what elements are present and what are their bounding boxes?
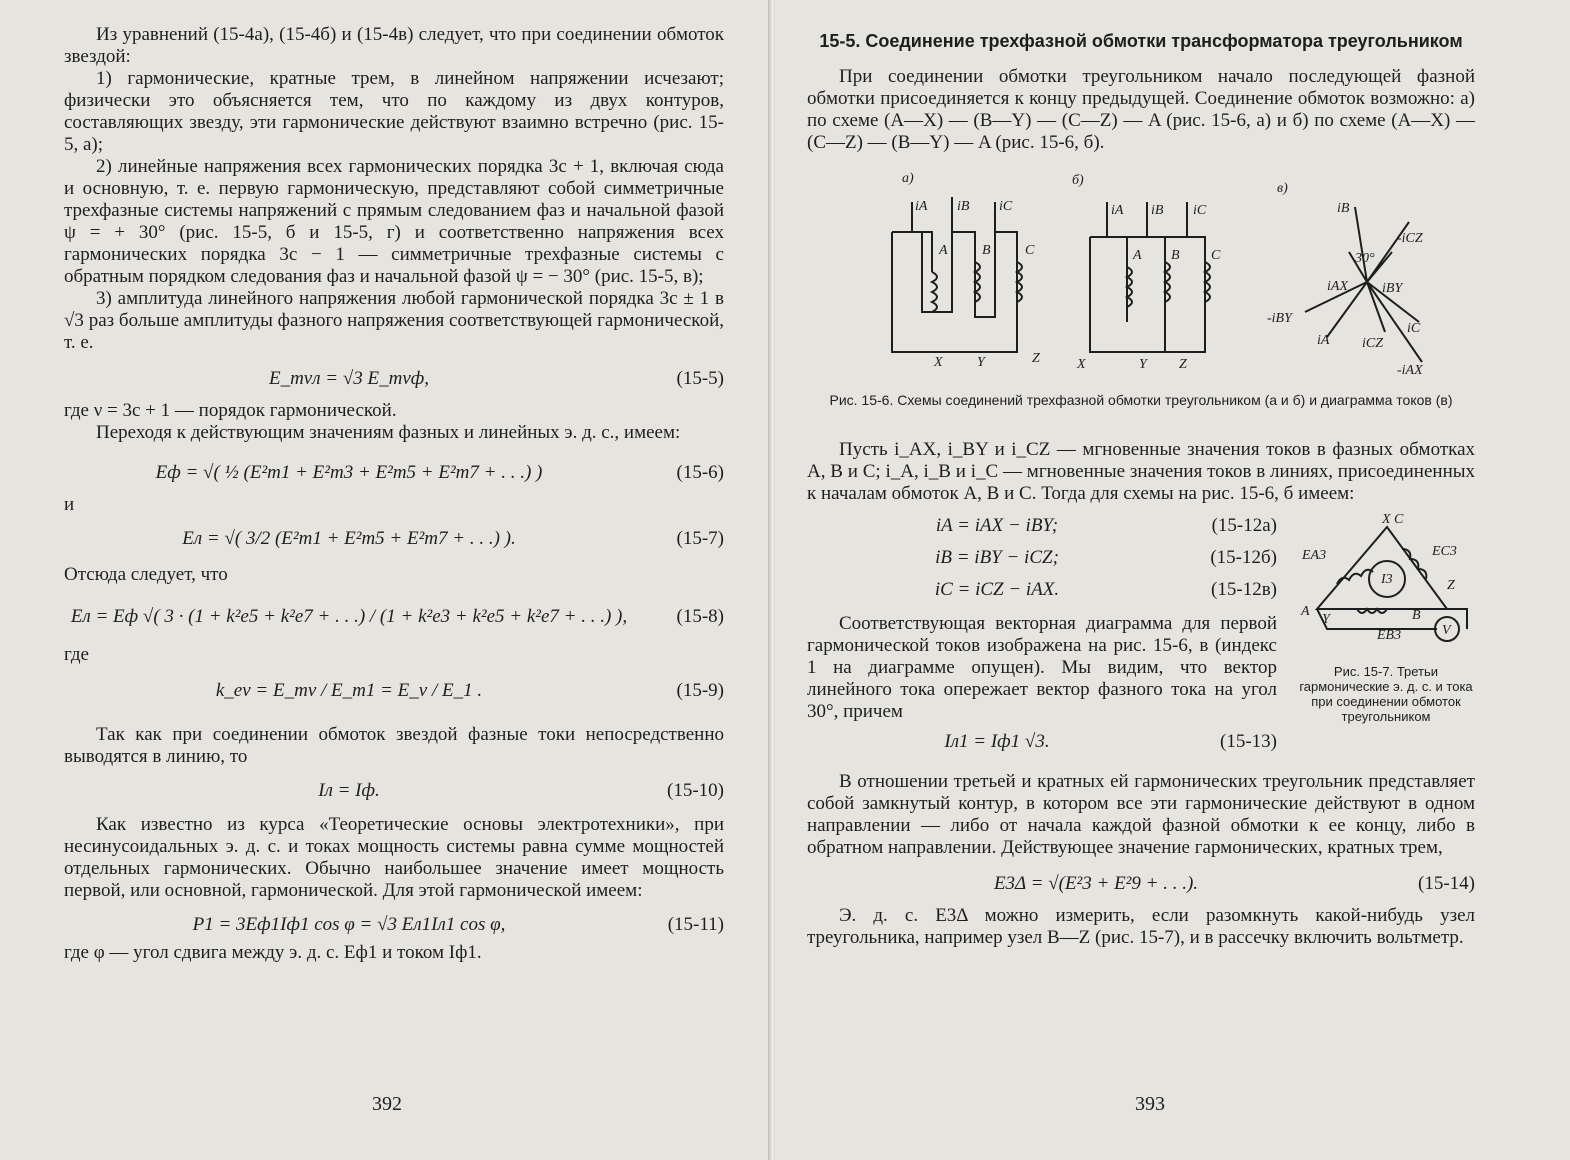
label-iA: iA [1111, 203, 1124, 218]
label-iB: iB [957, 199, 970, 214]
paragraph: Э. д. с. E3Δ можно измерить, если разомкнуть какой-нибудь узел треугольника, например узел B—Z (рис. 15-7), и в рассечку включить вольтметр. [807, 905, 1475, 948]
equation-15-10: Iл = Iф. (15-10) [318, 780, 724, 801]
equations-and-figure [807, 509, 1475, 759]
paragraph: Отсюда следует, что [64, 564, 228, 585]
label-A: A [1133, 248, 1142, 263]
equation-15-8: Eл = Eф √( 3 · (1 + k²e5 + k²e7 + . . .) / (1 + k²e3 + k²e5 + k²e7 + . . .) ), (15-8) [70, 606, 724, 627]
label-c: в) [1277, 181, 1288, 196]
equation-15-12a: iA = iAX − iBY; (15-12а) [935, 515, 1277, 536]
label-V: V [1442, 623, 1451, 638]
label-B: B [1171, 248, 1180, 263]
paragraph: где φ — угол сдвига между э. д. с. Eф1 и током Iф1. [64, 942, 482, 963]
paragraph: Так как при соединении обмоток звездой фазные токи непосредственно выводятся в линию, то [64, 724, 724, 767]
label-iC2: iC [1407, 321, 1421, 336]
equation-15-14: E3Δ = √(E²3 + E²9 + . . .). (15-14) [993, 873, 1475, 894]
paragraph: 3) амплитуда линейного напряжения любой гармонической порядка 3c ± 1 в √3 раз больше амплитуды фазного напряжения соответствующей гармонической, т. е. [64, 288, 724, 353]
label-Y: Y [1139, 357, 1147, 372]
label-iC: iC [999, 199, 1013, 214]
paragraph: Из уравнений (15-4а), (15-4б) и (15-4в) следует, что при соединении обмоток звездой: [64, 24, 724, 67]
label-C: C [1025, 243, 1035, 258]
label-EC3: EC3 [1432, 544, 1457, 559]
where-label: где [64, 644, 89, 665]
label-X: X [1077, 357, 1086, 372]
label-Z: Z [1179, 357, 1187, 372]
paragraph: где ν = 3c + 1 — порядок гармонической. [64, 400, 397, 421]
page-number: 393 [1135, 1093, 1165, 1115]
label-iAX: iAX [1327, 279, 1348, 294]
label-XC: X C [1382, 512, 1404, 527]
label-30deg: 30° [1355, 251, 1375, 266]
paragraph: В отношении третьей и кратных ей гармонических треугольник представляет собой замкнутый контур, в котором все эти гармонические действуют в одном направлении — либо от начала каждой фазной обмотки к ее концу, либо в обратном направлении. Действующее значение гармонических, кратных трем, [807, 771, 1475, 858]
conjunction: и [64, 494, 75, 515]
label-I3: I3 [1381, 572, 1393, 587]
label-Z: Z [1032, 351, 1040, 366]
figure-caption: Рис. 15-6. Схемы соединений трехфазной обмотки треугольником (а и б) и диаграмма токов (в) [829, 392, 1453, 408]
equation-15-13: Iл1 = Iф1 √3. (15-13) [944, 731, 1277, 752]
label-A: A [1301, 604, 1310, 619]
paragraph: Как известно из курса «Теоретические основы электротехники», при несинусоидальных э. д. с. и токах мощность системы равна сумме мощностей отдельных гармонических. Обычно наибольшее значение имеет мощность первой, или основной, гармонической. Для этой гармонической имеем: [64, 814, 724, 901]
paragraph: 1) гармонические, кратные трем, в линейном напряжении исчезают; физически это объясняется тем, что по каждому из двух контуров, составляющих звезду, эти гармонические действуют взаимно встречно (рис. 15-5, а); [64, 68, 724, 155]
section-title: 15-5. Соединение трехфазной обмотки трансформатора треугольником [819, 31, 1463, 51]
label-miBY: -iBY [1267, 311, 1292, 326]
label-A: A [939, 243, 948, 258]
page-left [0, 0, 770, 1160]
figure-15-6 [807, 162, 1475, 392]
equation-15-12c: iC = iCZ − iAX. (15-12в) [934, 579, 1277, 600]
paragraph: Переходя к действующим значениям фазных и линейных э. д. с., имеем: [96, 422, 681, 443]
label-b: б) [1072, 173, 1084, 188]
paragraph: При соединении обмотки треугольником начало последующей фазной обмотки присоединяется к концу предыдущей. Соединение обмоток возможно: а) по схеме (A—X) — (B—Y) — (C—Z) — A (рис. 15-6, а) и б) по схеме (A—X) — (C—Z) — (B—Y) — A (рис. 15-6, б). [807, 66, 1475, 153]
label-miAX: -iAX [1397, 363, 1423, 378]
equation-15-11: P1 = 3Eф1Iф1 cos φ = √3 Eл1Iл1 cos φ, (15-11) [192, 914, 724, 935]
equation-15-7: Eл = √( 3/2 (E²m1 + E²m5 + E²m7 + . . .) ). (15-7) [182, 528, 724, 549]
label-miCZ: -iCZ [1397, 231, 1423, 246]
delta-emf-diagram [1297, 509, 1475, 659]
label-B: B [982, 243, 991, 258]
page-number: 392 [372, 1093, 402, 1115]
label-Z: Z [1447, 578, 1455, 593]
label-a: а) [902, 171, 914, 186]
figure-caption: Рис. 15-7. Третьи гармонические э. д. с. и тока при соединении обмоток треугольником [1299, 664, 1473, 724]
page-right [775, 0, 1570, 1160]
label-X: X [934, 355, 943, 370]
equation-15-9: k_eν = E_mν / E_m1 = E_ν / E_1 . (15-9) [215, 680, 724, 701]
winding-diagram [807, 162, 1475, 392]
equation-15-12b: iB = iBY − iCZ; (15-12б) [935, 547, 1277, 568]
equation-15-5: E_mνл = √3 E_mνф, (15-5) [268, 368, 724, 389]
label-Y: Y [1322, 612, 1330, 627]
label-C: C [1211, 248, 1221, 263]
paragraph: Соответствующая векторная диаграмма для первой гармонической токов изображена на рис. 15-6, в (индекс 1 на диаграмме опущен). Мы видим, что вектор линейного тока опережает вектор фазного тока на угол 30°, причем [807, 613, 1277, 722]
paragraph: 2) линейные напряжения всех гармонических порядка 3c + 1, включая сюда и основную, т. е. первую гармоническую, представляют собой симметричные трехфазные системы напряжений с прямым следованием фаз и начальной фазой ψ = + 30° (рис. 15-5, б и 15-5, г) и соответственно напряжения всех гармонических порядка 3c − 1 — симметричные трехфазные системы с обратным порядком следования фаз и начальной фазой ψ = − 30° (рис. 15-5, в); [64, 156, 724, 287]
label-iBY: iBY [1382, 281, 1403, 296]
label-iA2: iA [1317, 333, 1330, 348]
label-EA3: EA3 [1302, 548, 1327, 563]
label-EB3: EB3 [1377, 628, 1402, 643]
label-Y: Y [977, 355, 985, 370]
paragraph: Пусть i_AX, i_BY и i_CZ — мгновенные значения токов в фазных обмотках A, B и C; i_A, i_B и i_C — мгновенные значения токов в линиях, присоединенных к началам обмоток A, B и C. Тогда для схемы на рис. 15-6, б имеем: [807, 439, 1475, 504]
equation-15-6: Eф = √( ½ (E²m1 + E²m3 + E²m5 + E²m7 + . . .) ) (15-6) [155, 462, 724, 483]
label-iC: iC [1193, 203, 1207, 218]
label-iB: iB [1151, 203, 1164, 218]
label-iB2: iB [1337, 201, 1350, 216]
label-iA: iA [915, 199, 928, 214]
label-B: B [1412, 608, 1421, 623]
figure-15-7 [1297, 509, 1475, 759]
label-iCZ2: iCZ [1362, 336, 1384, 351]
